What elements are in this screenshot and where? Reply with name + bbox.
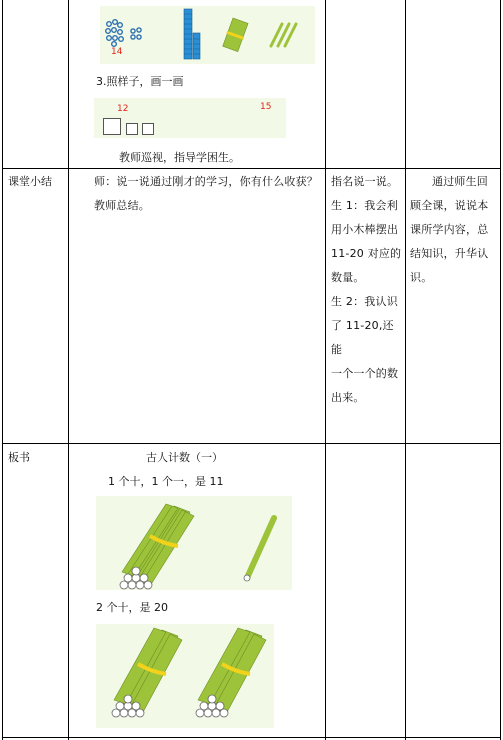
counting-materials-figure bbox=[100, 6, 315, 64]
two-bundles-illustration bbox=[96, 624, 274, 728]
student-activity-line: 数量。 bbox=[331, 271, 365, 284]
teacher-activity-line: 师：说一说通过刚才的学习，你有什么收获？ bbox=[94, 175, 318, 188]
table-col-divider-1 bbox=[68, 0, 69, 740]
table-col-divider-2 bbox=[325, 0, 326, 740]
student-activity-line: 指名说一说。 bbox=[331, 175, 399, 188]
student-activity-line: 11-20 对应的 bbox=[331, 247, 402, 260]
design-intent-line: 顾全课，说说本 bbox=[410, 199, 489, 212]
row-divider-1 bbox=[2, 168, 501, 169]
large-square bbox=[103, 118, 121, 135]
summary-student-activity bbox=[331, 170, 403, 410]
figure2-number-right: 15 bbox=[260, 102, 272, 112]
small-square-2 bbox=[142, 123, 154, 135]
student-activity-line: 出来。 bbox=[331, 391, 365, 404]
student-activity-line: 一个一个的数 bbox=[331, 367, 399, 380]
board-row-label: 板书 bbox=[8, 451, 30, 464]
table-border-left bbox=[2, 0, 3, 740]
student-activity-line: 生 2：我认识 bbox=[331, 295, 398, 308]
two-tens-figure bbox=[96, 624, 274, 728]
student-activity-line: 了 11-20,还能 bbox=[331, 319, 394, 356]
table-border-right bbox=[500, 0, 501, 740]
one-ten-one-one-figure bbox=[96, 496, 292, 590]
step3-instruction: 3.照样子，画一画 bbox=[96, 75, 184, 88]
bundle-and-stick-illustration bbox=[96, 496, 292, 590]
summary-row-label: 课堂小结 bbox=[8, 175, 52, 188]
draw-squares-figure bbox=[94, 98, 286, 138]
figure2-number-left: 12 bbox=[117, 104, 129, 114]
row-divider-2 bbox=[2, 443, 501, 444]
student-activity-line: 生 1：我会利 bbox=[331, 199, 398, 212]
table-col-divider-3 bbox=[405, 0, 406, 740]
summary-design-intent bbox=[410, 170, 498, 290]
board-line-2: 2 个十，是 20 bbox=[96, 601, 168, 614]
board-title: 古人计数（一） bbox=[146, 451, 223, 464]
board-line-1: 1 个十，1 个一，是 11 bbox=[108, 475, 224, 488]
design-intent-line: 课所学内容，总 bbox=[410, 223, 489, 236]
design-intent-line: 结知识，升华认 bbox=[410, 247, 489, 260]
table-border-bottom bbox=[2, 737, 501, 738]
counting-materials-illustration bbox=[100, 6, 315, 64]
teacher-activity-line: 教师总结。 bbox=[94, 199, 150, 212]
design-intent-line: 识。 bbox=[410, 271, 433, 284]
student-activity-line: 用小木棒摆出 bbox=[331, 223, 399, 236]
design-intent-line: 通过师生回 bbox=[432, 175, 488, 188]
figure1-number: 14 bbox=[111, 47, 123, 57]
teacher-tour-note: 教师巡视，指导学困生。 bbox=[119, 151, 240, 164]
small-square-1 bbox=[126, 123, 138, 135]
summary-teacher-activity bbox=[94, 170, 322, 218]
